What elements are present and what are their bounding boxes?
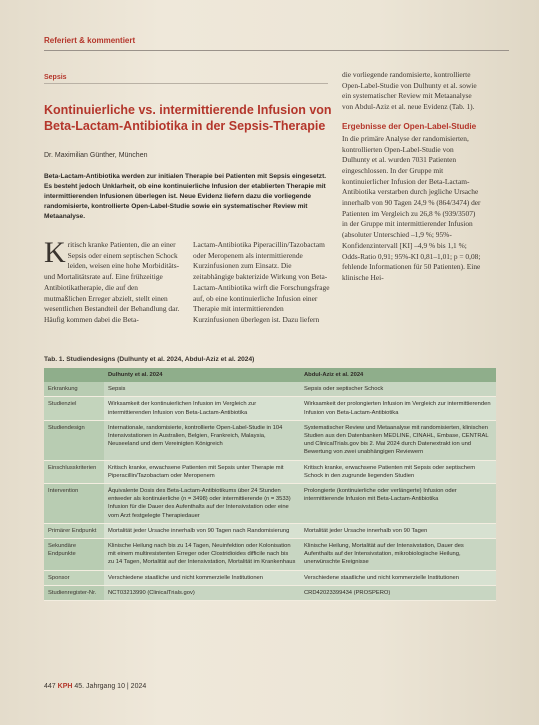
table-row — [44, 420, 496, 460]
table-row — [44, 397, 496, 420]
article-title: Kontinuierliche vs. intermittierende Infusion von Beta-Lactam-Antibiotika in der Sepsis-Therapie — [44, 103, 332, 133]
table-header-cell: Dulhunty et al. 2024 — [104, 368, 300, 382]
row-label: Sponsor — [44, 570, 104, 585]
table-row — [44, 570, 496, 585]
body-text-right: In die primäre Analyse der randomisierten, kontrollierten Open-Label-Studie von Dulhunty et al. wurden 7031 Patienten eingeschlossen. In der Gruppe mit kontinuierlicher Infusion der Beta-Lactam-Antibiotika verstarben durch jegliche Ursache innerhalb von 90 Tagen 24,9 % (864/3474) der Patienten im Vergleich zu 26,8 % (939/3507) in der Gruppe mit intermittierender Infusion (absoluter Unterschied –1,9 %; 95%-Konfidenzintervall [KI] –4,9 % bis 1,1 %; Odds-Ratio 0,91; 95%-KI 0,81–1,01; p = 0,08; fehlende Informationen für 50 Patienten). Eine klinische Hei- — [342, 133, 481, 282]
cell-dulhunty: Wirksamkeit der kontinuierlichen Infusion im Vergleich zur intermittierenden Infusion von Beta-Lactam-Antibiotika — [104, 397, 300, 420]
cell-abdul-aziz: Mortalität jeder Ursache innerhalb von 90 Tagen — [300, 523, 496, 538]
subheading-results: Ergebnisse der Open-Label-Studie — [342, 121, 477, 131]
cell-dulhunty: Verschiedene staatliche und nicht kommerzielle Institutionen — [104, 570, 300, 585]
cell-abdul-aziz: CRD42023399434 (PROSPERO) — [300, 585, 496, 600]
journal-name: KPH — [57, 683, 73, 690]
table-header-cell — [44, 368, 104, 382]
table-header-row — [44, 368, 496, 382]
table-row — [44, 382, 496, 397]
article-abstract: Beta-Lactam-Antibiotika werden zur initialen Therapie bei Patienten mit Sepsis eingesetzt. Es besteht jedoch Unklarheit, ob eine kontinuierliche Infusion der etablierten Therapie mit intermittierenden Infusionen überlegen ist. Neue Evidenz liefern dazu die vorliegende randomisierte, kontrollierte Open-Label-Studie sowie ein systematischer Review mit Metaanalyse. — [44, 173, 327, 220]
topic-rule — [44, 83, 328, 84]
cell-dulhunty: Klinische Heilung nach bis zu 14 Tagen, Neuinfektion oder Kolonisation mit einem multiresistenten Erreger oder Clostridioides difficile nach bis zu 14 Tagen, Mortalität auf der Intensivstation, Mortalität im Krankenhaus — [104, 539, 300, 571]
article-author: Dr. Maximilian Günther, München — [44, 152, 148, 159]
body-text-left: ritisch kranke Patienten, die an einer Sepsis oder einem septischen Schock leiden, weisen eine hohe Morbiditäts- und Mortalitätsrate auf. Eine frühzeitige Antibiotikatherapie, die auf den mutmaßlichen Erreger abzielt, stellt einen wesentlichen Bestandteil der Behandlung dar. Häufig kommen dabei die Beta- — [44, 240, 180, 324]
table-header-cell: Abdul-Aziz et al. 2024 — [300, 368, 496, 382]
cell-dulhunty: NCT03213990 (ClinicalTrials.gov) — [104, 585, 300, 600]
body-column-middle — [193, 240, 330, 326]
table-row — [44, 523, 496, 538]
drop-cap: K — [44, 236, 66, 269]
body-column-right — [342, 70, 482, 284]
cell-abdul-aziz: Systematischer Review und Metaanalyse mit randomisierten, klinischen Studien aus den Datenbanken MEDLINE, CINAHL, Embase, CENTRAL und ClinicalTrials.gov bis 2. Mai 2024 durch Datenextrakt ion und Bewertung von zwei unabhängigen Reviewern — [300, 420, 496, 460]
cell-dulhunty: Internationale, randomisierte, kontrollierte Open-Label-Studie in 104 Intensivstationen in Australien, Belgien, Frankreich, Malaysia, Neuseeland und dem Vereinigten Königreich — [104, 420, 300, 460]
table-row — [44, 484, 496, 524]
page-footer — [44, 683, 146, 690]
cell-abdul-aziz: Wirksamkeit der prolongierten Infusion im Vergleich zur intermittierenden Infusion von Beta-Lactam-Antibiotika — [300, 397, 496, 420]
study-design-table — [44, 368, 496, 601]
cell-dulhunty: Mortalität jeder Ursache innerhalb von 90 Tagen nach Randomisierung — [104, 523, 300, 538]
table-row — [44, 585, 496, 600]
row-label: Studienziel — [44, 397, 104, 420]
row-label: Einschlusskriterien — [44, 460, 104, 483]
cell-dulhunty: Sepsis — [104, 382, 300, 397]
body-column-left — [44, 236, 180, 326]
table-row — [44, 460, 496, 483]
row-label: Primärer Endpunkt — [44, 523, 104, 538]
cell-abdul-aziz: Prolongierte (kontinuierliche oder verlängerte) Infusion oder intermittierende Infusion mit Beta-Lactam-Antibiotika — [300, 484, 496, 524]
row-label: Intervention — [44, 484, 104, 524]
cell-dulhunty: Kritisch kranke, erwachsene Patienten mit Sepsis unter Therapie mit Piperacillin/Tazobactam oder Meropenem — [104, 460, 300, 483]
journal-issue: 45. Jahrgang 10 | 2024 — [74, 683, 147, 690]
cell-abdul-aziz: Kritisch kranke, erwachsene Patienten mit Sepsis oder septischem Schock in den zugrunde liegenden Studien — [300, 460, 496, 483]
section-label: Referiert & kommentiert — [44, 36, 136, 45]
table-caption: Tab. 1. Studiendesigns (Dulhunty et al. 2024, Abdul-Aziz et al. 2024) — [44, 356, 255, 363]
table-row — [44, 539, 496, 571]
body-text-right-intro: die vorliegende randomisierte, kontrollierte Open-Label-Studie von Dulhunty et al. sowie ein systematischer Review mit Metaanalyse von Abdul-Aziz et al. neue Evidenz (Tab. 1). — [342, 70, 477, 112]
row-label: Studiendesign — [44, 420, 104, 460]
header-rule — [44, 50, 509, 51]
topic-label: Sepsis — [44, 74, 67, 81]
row-label: Studienregister-Nr. — [44, 585, 104, 600]
body-text-middle: Lactam-Antibiotika Piperacillin/Tazobactam oder Meropenem als intermittierende Kurzinfusionen zum Einsatz. Die zeitabhängige bakterizide Wirkung von Beta-Lactam-Antibiotika wirft die Forschungsfrage auf, ob eine kontinuierliche Infusion einer Therapie mit intermittierenden Kurzinfusionen überlegen ist. Dazu liefern — [193, 240, 330, 324]
row-label: Erkrankung — [44, 382, 104, 397]
cell-abdul-aziz: Verschiedene staatliche und nicht kommerzielle Institutionen — [300, 570, 496, 585]
cell-abdul-aziz: Sepsis oder septischer Schock — [300, 382, 496, 397]
page-number: 447 — [44, 683, 56, 690]
row-label: Sekundäre Endpunkte — [44, 539, 104, 571]
cell-abdul-aziz: Klinische Heilung, Mortalität auf der Intensivstation, Dauer des Aufenthalts auf der Intensivstation, mikrobiologische Heilung, unerwünschte Ereignisse — [300, 539, 496, 571]
cell-dulhunty: Äquivalente Dosis des Beta-Lactam-Antibiotikums über 24 Stunden entweder als kontinuierliche (n = 3498) oder intermittierende (n = 3533) Infusion für die Dauer des Aufenthalts auf der Intensivstation oder eine vom Arzt festgelegte Therapiedauer — [104, 484, 300, 524]
